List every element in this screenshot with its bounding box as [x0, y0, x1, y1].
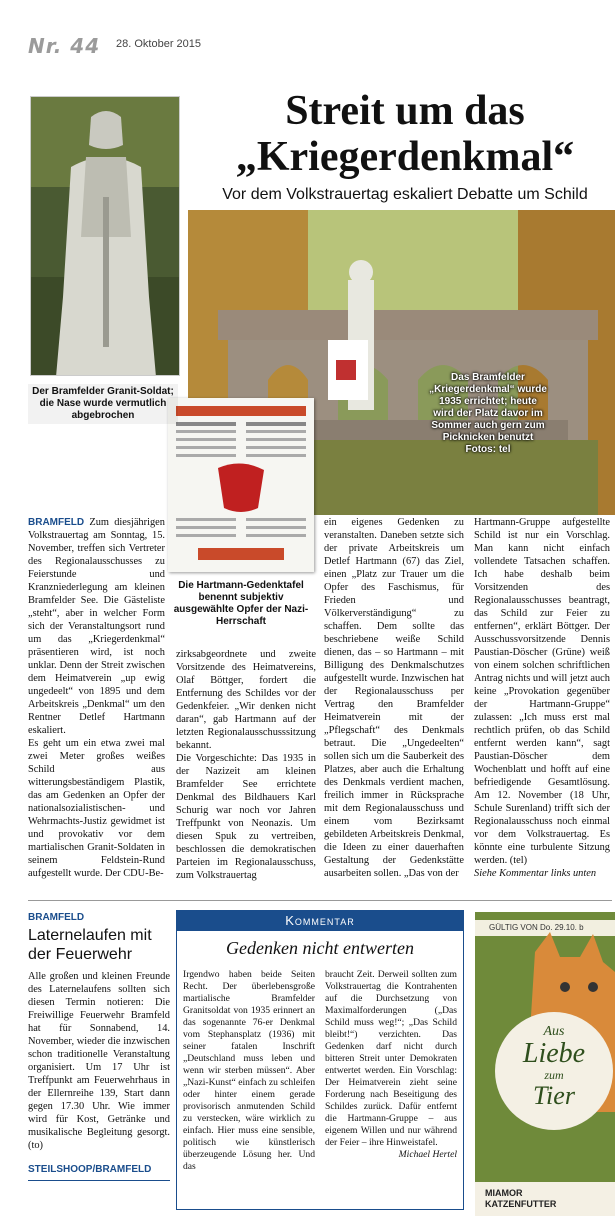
- section-divider: [28, 900, 612, 901]
- side-body: Alle großen und kleinen Freunde des Laternelaufens sollten sich diesen Termin notieren: Die Freiwillige Feuerwehr Bramfeld hat für Sonnabend, 14. November, wieder die inzwischen schon traditionelle Veranstaltung organisiert. Um 17 Uhr ist Treffpunkt am Feuerwehrhaus in der Ellernreihe 139, Start dann gegen 17.30 Uhr. Wie immer wird für Kost, Getränke und musikalische Begleitung gesorgt. (to): [28, 971, 170, 1151]
- ad-slogan-2: Liebe: [522, 1038, 586, 1069]
- statue-photo: [30, 96, 180, 376]
- tablet-caption: Die Hartmann-Gedenktafel benennt subjektiv ausgewählte Opfer der Nazi-Herrschaft: [173, 580, 309, 627]
- ad-slogan-4: Tier: [533, 1081, 575, 1110]
- subheadline: Vor dem Volkstrauertag eskaliert Debatte um Schild: [222, 186, 588, 203]
- article-text-1b: Es geht um ein etwa zwei mal zwei Meter großes weißes Schild aus witterungsbeständigem Plastik, das am Gedenken an Opfer der nationalsozialistischen- und Wehrmachts-Justiz gewidmet ist und provokativ vor dem martialischen Granit-Soldaten in seinem Feldstein-Rund aufgestellt wurde. Der CDU-Be-: [28, 738, 165, 879]
- commentary-author: Michael Hertel: [398, 1149, 457, 1160]
- commentary-title: Gedenken nicht entwerten: [226, 938, 414, 958]
- dateline: BRAMFELD: [28, 517, 85, 528]
- article-column-4: [474, 516, 610, 880]
- advertisement[interactable]: [475, 912, 615, 1216]
- article-column-1: [28, 516, 165, 880]
- commentary-label: Kommentar: [177, 911, 463, 931]
- ad-validity-banner: GÜLTIG VON Do. 29.10. b: [475, 920, 615, 936]
- article-text-1: Zum diesjährigen Volkstrauertag am Sonntag, 15. November, treffen sich Vertreter des Regionalausschusses zu Feierstunde und Kranzniederlegung am kleinen Bramfelder See. Die Gästeliste „steht“, aber in welcher Form sich der Veranstaltungsort rund um das „Kriegerdenkmal“ präsentieren wird, ist noch unklar. Denn der Streit zwischen dem Heimatverein „up ewig ungedeelt“ von 1895 und dem Arbeitskreis „Denkmal“ um den Rentner Detlef Hartmann eskaliert.: [28, 517, 165, 736]
- memorial-caption: Das Bramfelder „Kriegerdenkmal“ wurde 1935 errichtet; heute wird der Platz davor im Sommer auch gern zum Picknicken benutzt Fotos: tel: [429, 372, 547, 455]
- article-column-2: [176, 648, 316, 882]
- headline-line-2: „Kriegerdenkmal“: [235, 134, 575, 180]
- article-text-4: Hartmann-Gruppe aufgestellte Schild ist nur ein Vorschlag. Man kann nicht einfach vollendete Tatsachen schaffen. Ich habe deshalb beim Vorsitzenden des Regionalausschusses beantragt, das Schild zur Feier zu entfernen“, erklärt Böttger. Der Ausschussvorsitzende Dennis Paustian-Döscher (Grüne) weiß von einem solchen schriftlichen Antrag nichts und will jetzt auch keine „Provokation gegenüber der Hartmann-Gruppe“ zulassen: „Ich muss erst mal rechtlich prüfen, ob das Schild entfernt werden kann“, sagt Paustian-Döscher dem Wochenblatt und hofft auf eine befriedigende Gesamtlösung. Am 12. November (18 Uhr, Schule Surenland) trifft sich der Regionalausschuss noch einmal vor dem Volkstrauertag. Es könnte eine turbulente Sitzung werden. (tel): [474, 517, 610, 866]
- ad-brand-name: MIAMOR: [485, 1188, 523, 1198]
- next-story-rule: [28, 1180, 170, 1181]
- headline: [200, 88, 610, 180]
- page-header: [0, 0, 615, 92]
- ad-slogan-badge: [495, 1012, 613, 1130]
- commentary-column-2: [325, 969, 457, 1173]
- article-column-3: [324, 516, 464, 880]
- ad-slogan-3: zum: [544, 1068, 564, 1082]
- statue-caption: Der Bramfelder Granit-Soldat; die Nase wurde vermutlich abgebrochen: [28, 384, 178, 424]
- side-dateline: BRAMFELD: [28, 912, 85, 923]
- article-cross-reference: Siehe Kommentar links unten: [474, 868, 597, 879]
- commentary-text-2: braucht Zeit. Derweil sollten zum Volkstrauertag die Kontrahenten auf die Durchsetzung von Maximalforderungen („Das Schild muss weg!“; „Das Schild bleibt!“) verzichten. Das Gedenken darf nicht durch bitteren Streit unter Demokraten entwertet werden. Ein Vorschlag: Der Heimatverein zieht seine Forderung nach Beseitigung des Schildes zurück. Dafür entfernt die Hartmann-Gruppe – aus eigenem Willen und nur während der Feier – ihre Hinweistafel.: [325, 969, 457, 1148]
- issue-date: 28. Oktober 2015: [116, 38, 202, 50]
- article-text-2: zirksabgeordnete und zweite Vorsitzende des Heimatvereins, Olaf Böttger, fordert die Entfernung des Schildes vor der Gedenkfeier. „Wir denken nicht daran“, gab Hartmann auf der letzten Regionalausschusssitzung bekannt.: [176, 649, 316, 751]
- commentary-column-1: Irgendwo haben beide Seiten Recht. Der überlebensgroße martialische Bramfelder Granitsoldat von 1935 erinnert an das sogenannte 76-er Denkmal vom Stephansplatz (1936) mit seiner fatalen Inschrift „Deutschland muss leben und wenn wir sterben müssen“. Aber „Nazi-Kunst“ einfach zu schleifen oder hinter einem gerade provisorisch anmutenden Schild zu verstecken, wäre wirklich zu einfach. Hier muss eine sensible, politisch wie künstlerisch überzeugende Lösung her. Und das: [183, 969, 315, 1172]
- commentary-box: [176, 910, 464, 1210]
- memorial-tablet-photo: [168, 398, 314, 572]
- next-story-dateline: STEILSHOOP/BRAMFELD: [28, 1164, 152, 1175]
- headline-line-1: Streit um das: [285, 88, 525, 134]
- ad-slogan-1: Aus: [543, 1024, 565, 1039]
- issue-number: Nr. 44: [28, 34, 101, 58]
- ad-brand: [475, 1182, 615, 1216]
- article-text-3: ein eigenes Gedenken zu veranstalten. Daneben setzte sich der private Arbeitskreis um Detlef Hartmann (67) das Ziel, einen „Platz zur Trauer um die Opfer des Faschismus, für Frieden und Völkerverständigung“ zu schaffen. Dem sollte das beschriebene weiße Schild dienen, das – so Hartmann – mit Billigung des Denkmalschutzes aufgestellt wurde. Inzwischen hat der Regionalausschuss per Vertrag den Bramfelder Heimatverein mit der „Pflegschaft“ des Denkmals betraut. Die „Ungedeelten“ sollen sich um die Sauberkeit des Platzes, aber auch die Erhaltung des Denkmals verdient machen, freilich immer in Rücksprache mit dem Regionalausschuss und einem vom Bezirksamt gebildeten Arbeitskreis Denkmal, die Ideen zu einer dauerhaften Gestaltung der Gedenkstätte ausarbeiten sollen. „Das von der: [324, 517, 464, 879]
- side-headline: Laternelaufen mit der Feuerwehr: [28, 927, 152, 963]
- ad-brand-product: KATZENFUTTER: [485, 1199, 557, 1209]
- article-text-2b: Die Vorgeschichte: Das 1935 in der Nazizeit am kleinen Bramfelder See errichtete Denkmal des Bildhauers Karl Schurig war noch vor Jahren Treffpunkt von Neonazis. Um diesen Spuk zu vertreiben, beschlossen die demokratischen Parteien im Regionalausschuss, zum Volkstrauertag: [176, 753, 316, 881]
- commentary-columns: [183, 969, 457, 1173]
